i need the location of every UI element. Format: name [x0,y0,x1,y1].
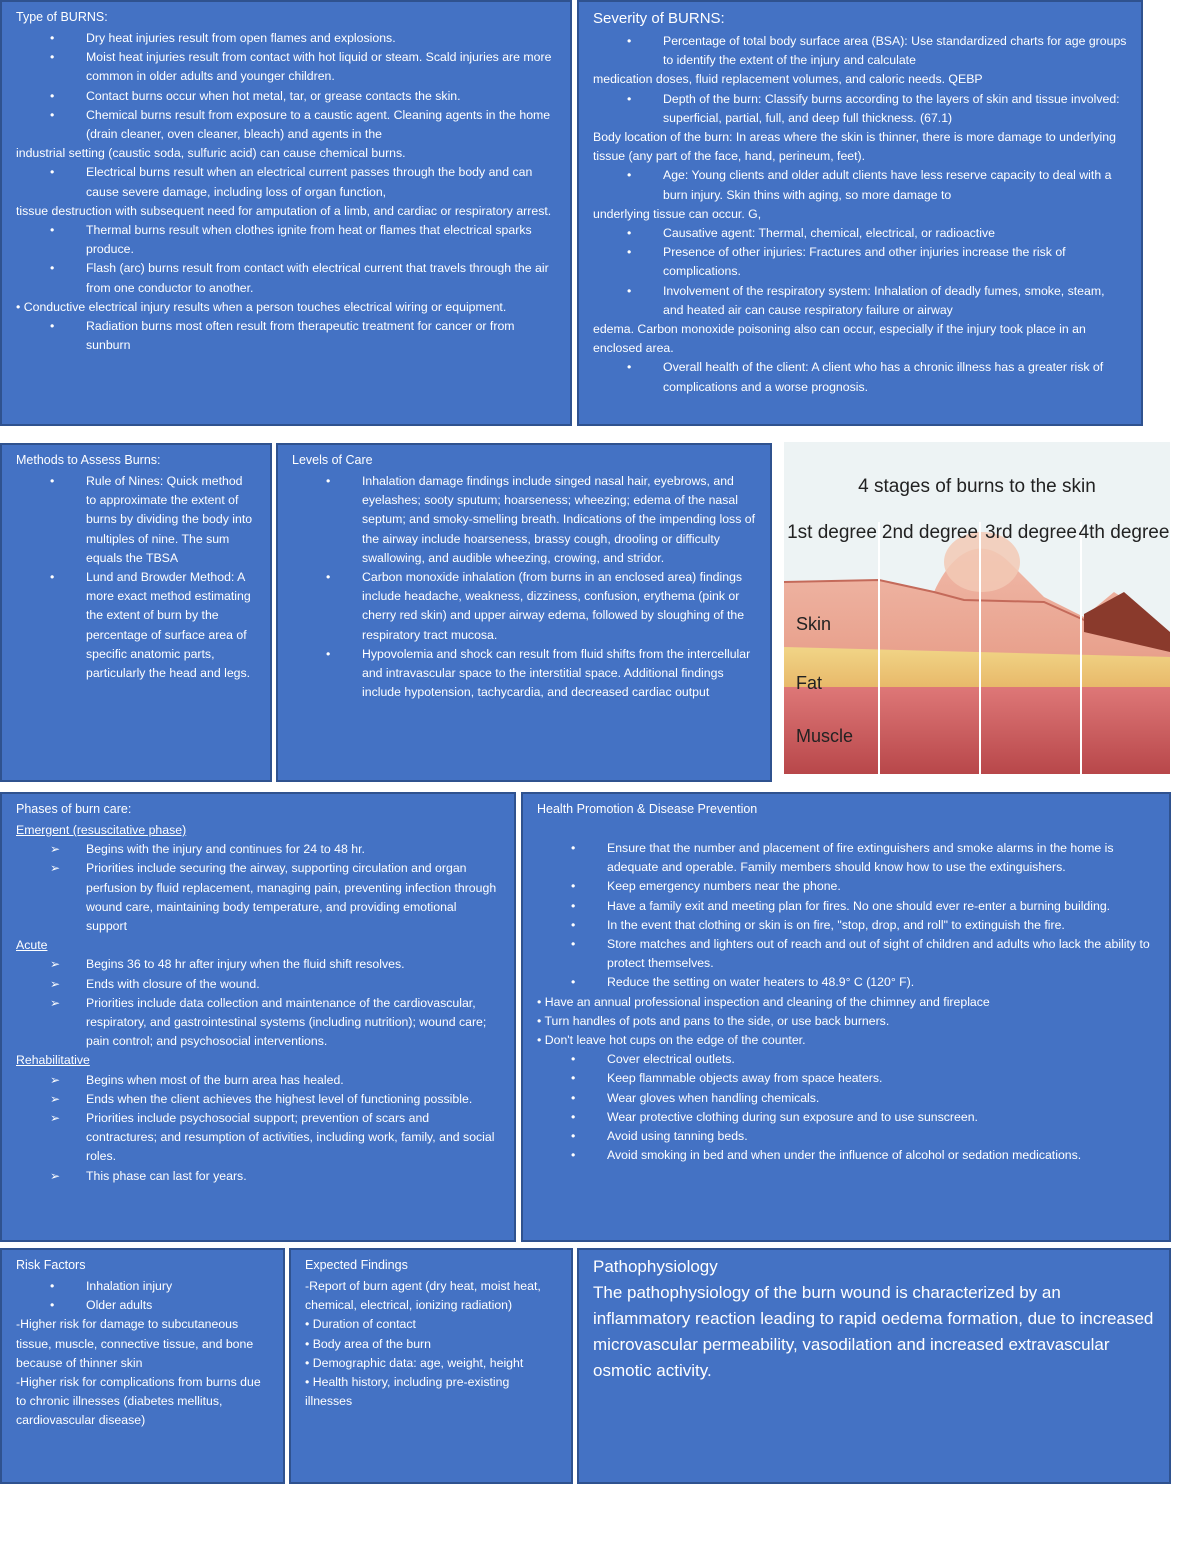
risk-list [16,1277,269,1431]
patho-title: Pathophysiology [593,1257,718,1276]
layer-muscle-label: Muscle [796,726,854,746]
list-item: • Moist heat injuries result from contact with hot liquid or steam. Scald injuries are more common in older adults and younger children. [16,48,556,86]
list-item: • Inhalation damage findings include singed nasal hair, eyebrows, and eyelashes; sooty sputum; hoarseness; wheezing; edema of the nasal septum; and smoky-smelling breath. Indications of the impending loss of the airway include hoarseness, brassy cough, drooling or difficulty swallowing, and audible wheezing, crowing, and stridor. [292,472,756,568]
list-item: • Wear gloves when handling chemicals. [537,1089,1155,1108]
list-item: • Thermal burns result when clothes ignite from heat or flames that electrical sparks produce. [16,221,556,259]
list-item: • Health history, including pre-existing illnesses [305,1375,510,1409]
list-item: ➢ Begins when most of the burn area has healed. [16,1071,500,1090]
list-item: • Conductive electrical injury results when a person touches electrical wiring or equipment. [16,299,507,314]
methods-title: Methods to Assess Burns: [16,453,161,467]
severity-of-burns-box [577,0,1143,426]
list-item: • Keep flammable objects away from space heaters. [537,1069,1155,1088]
phases-title: Phases of burn care: [16,802,132,816]
severity-list [593,32,1127,397]
list-item: • Carbon monoxide inhalation (from burns in an enclosed area) findings include headache, weakness, dizziness, confusion, erythema (pink or cherry red skin) and upper airway edema, followed by sloughing of the respiratory tract mucosa. [292,568,756,645]
list-item: • Have a family exit and meeting plan for fires. No one should ever re-enter a burning building. [537,897,1155,916]
list-item: • Wear protective clothing during sun exposure and to use sunscreen. [537,1108,1155,1127]
list-item: ➢ Begins with the injury and continues for 24 to 48 hr. [16,840,500,859]
layer-skin-label: Skin [796,614,832,634]
list-item: • Depth of the burn: Classify burns according to the layers of skin and tissue involved: superficial, partial, full, and deep full thickness. (67.1) [593,90,1127,128]
methods-box [0,443,272,782]
expected-findings-box [289,1248,573,1484]
phases-list [16,821,500,1186]
severity-title: Severity of BURNS: [593,10,725,27]
list-item: Rehabilitative [16,1053,90,1068]
list-item: • Have an annual professional inspection and cleaning of the chimney and fireplace [537,994,990,1009]
list-item: • Inhalation injury [16,1277,269,1296]
stage-3-label: 3rd degree [985,522,1077,543]
list-item: • Radiation burns most often result from therapeutic treatment for cancer or from sunburn [16,317,556,355]
pathophysiology-box [577,1248,1171,1484]
health-title: Health Promotion & Disease Prevention [537,802,758,816]
list-item: • Contact burns occur when hot metal, tar, or grease contacts the skin. [16,87,556,106]
phases-of-burn-care-box [0,792,516,1242]
list-item: industrial setting (caustic soda, sulfuric acid) can cause chemical burns. [16,146,406,161]
list-item: • Involvement of the respiratory system: Inhalation of deadly fumes, smoke, steam, and heated air can cause respiratory failure or airway [593,282,1127,320]
list-item: • Overall health of the client: A client who has a chronic illness has a greater risk of complications and a worse prognosis. [593,358,1127,396]
list-item: • Percentage of total body surface area (BSA): Use standardized charts for age groups to identify the extent of the injury and calculate [593,32,1127,70]
list-item: • Rule of Nines: Quick method to approximate the extent of burns by dividing the body into multiples of nine. The sum equals the TBSA [16,472,256,568]
risk-factors-box [0,1248,285,1484]
list-item: • Keep emergency numbers near the phone. [537,877,1155,896]
list-item: • Store matches and lighters out of reach and out of sight of children and adults who lack the ability to protect themselves. [537,935,1155,973]
list-item: • Lund and Browder Method: A more exact method estimating the extent of burn by the percentage of surface area of specific anatomic parts, particularly the head and legs. [16,568,256,683]
list-item: • Chemical burns result from exposure to a caustic agent. Cleaning agents in the home (drain cleaner, oven cleaner, bleach) and agents in the [16,106,556,144]
findings-title: Expected Findings [305,1258,408,1272]
layer-fat-label: Fat [796,673,823,693]
list-item: Emergent (resuscitative phase) [16,823,187,837]
list-item: • Duration of contact [305,1317,416,1332]
list-item: • Flash (arc) burns result from contact with electrical current that travels through the air from one conductor to another. [16,259,556,297]
list-item: ➢ Ends when the client achieves the highest level of functioning possible. [16,1090,500,1109]
list-item: • Causative agent: Thermal, chemical, electrical, or radioactive [593,224,1127,243]
list-item: • Electrical burns result when an electrical current passes through the body and can cause severe damage, including loss of organ function, [16,163,556,201]
types-list [16,29,556,355]
list-item: underlying tissue can occur. G, [593,206,762,221]
list-item: Body location of the burn: In areas where the skin is thinner, there is more damage to underlying tissue (any part of the face, hand, perineum, feet). [593,130,1116,164]
list-item: • Body area of the burn [305,1336,431,1351]
burn-stages-illustration [784,442,1170,774]
list-item: ➢ Begins 36 to 48 hr after injury when the fluid shift resolves. [16,955,500,974]
risk-title: Risk Factors [16,1258,86,1272]
list-item: • Avoid smoking in bed and when under the influence of alcohol or sedation medications. [537,1146,1155,1165]
list-item: ➢ Ends with closure of the wound. [16,975,500,994]
figure-title: 4 stages of burns to the skin [858,476,1096,497]
stage-2-label: 2nd degree [881,522,979,543]
list-item: • Ensure that the number and placement of fire extinguishers and smoke alarms in the home is adequate and operable. Family members should know how to use the extinguishers. [537,839,1155,877]
list-item: medication doses, fluid replacement volumes, and caloric needs. QEBP [593,72,983,87]
list-item: • Cover electrical outlets. [537,1050,1155,1069]
list-item: • Don't leave hot cups on the edge of the counter. [537,1033,806,1048]
levels-list [292,472,756,702]
health-list [537,839,1155,1165]
types-of-burns-box [0,0,572,426]
list-item: -Higher risk for damage to subcutaneous tissue, muscle, connective tissue, and bone because of thinner skin [16,1317,254,1370]
health-promotion-box [521,792,1171,1242]
list-item: -Higher risk for complications from burns due to chronic illnesses (diabetes mellitus, cardiovascular disease) [16,1375,261,1428]
list-item: ➢ Priorities include securing the airway, supporting circulation and organ perfusion by fluid replacement, managing pain, preventing infection through wound care, maintaining body temperature, and providing emotional support [16,859,500,936]
list-item: • In the event that clothing or skin is on fire, "stop, drop, and roll" to extinguish the fire. [537,916,1155,935]
list-item: ➢ Priorities include psychosocial support; prevention of scars and contractures; and resumption of activities, including work, family, and social roles. [16,1109,500,1167]
list-item: • Presence of other injuries: Fractures and other injuries increase the risk of complications. [593,243,1127,281]
list-item: edema. Carbon monoxide poisoning also can occur, especially if the injury took place in an enclosed area. [593,322,1086,356]
list-item: tissue destruction with subsequent need for amputation of a limb, and cardiac or respiratory arrest. [16,203,552,218]
patho-text: The pathophysiology of the burn wound is characterized by an inflammatory reaction leading to rapid oedema formation, due to increased microvascular permeability, vasodilation and increased extravascular osmotic activity. [593,1283,1154,1380]
levels-of-care-box [276,443,772,782]
list-item: ➢ This phase can last for years. [16,1167,500,1186]
levels-title: Levels of Care [292,453,373,467]
stage-1-label: 1st degree [787,522,877,543]
list-item: • Turn handles of pots and pans to the side, or use back burners. [537,1013,890,1028]
list-item: • Demographic data: age, weight, height [305,1355,524,1370]
list-item: Acute [16,938,48,953]
list-item: • Avoid using tanning beds. [537,1127,1155,1146]
list-item: -Report of burn agent (dry heat, moist heat, chemical, electrical, ionizing radiation) [305,1279,541,1313]
list-item: • Dry heat injuries result from open flames and explosions. [16,29,556,48]
list-item: • Older adults [16,1296,269,1315]
list-item: • Reduce the setting on water heaters to 48.9° C (120° F). [537,973,1155,992]
list-item: • Age: Young clients and older adult clients have less reserve capacity to deal with a burn injury. Skin thins with aging, so more damage to [593,166,1127,204]
stage-4-label: 4th degree [1078,522,1170,543]
findings-list [305,1277,557,1411]
methods-list [16,472,256,683]
list-item: ➢ Priorities include data collection and maintenance of the cardiovascular, respiratory, and gastrointestinal systems (including nutrition); wound care; pain control; and psychosocial interventions. [16,994,500,1052]
list-item: • Hypovolemia and shock can result from fluid shifts from the intercellular and intravascular space to the interstitial space. Additional findings include hypotension, tachycardia, and decreased cardiac output [292,645,756,703]
types-title: Type of BURNS: [16,10,108,24]
